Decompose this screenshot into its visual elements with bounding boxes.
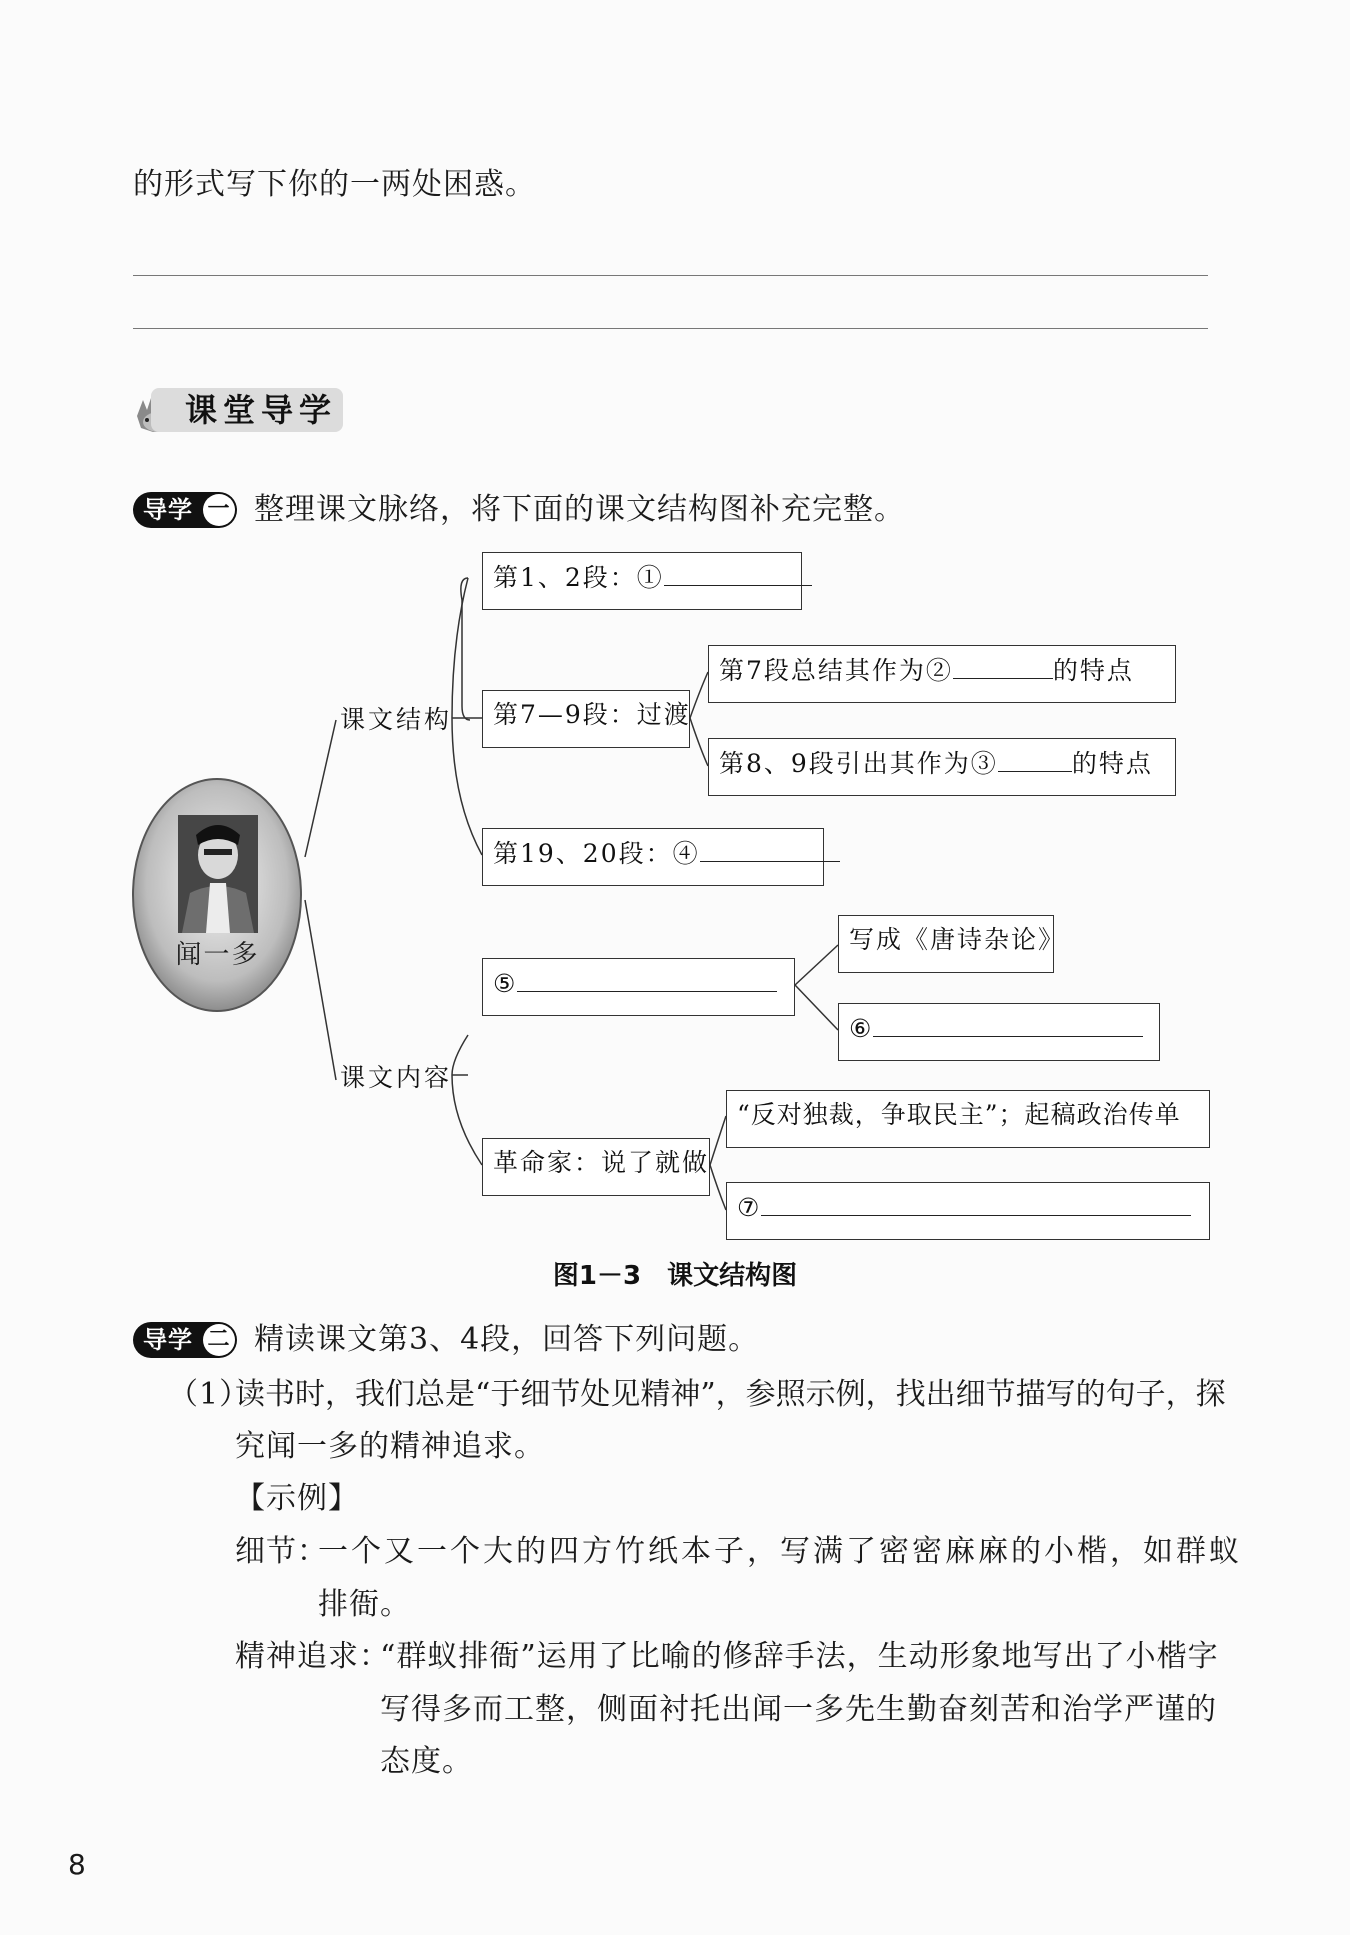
node-c1b-text: ⑥	[849, 1014, 874, 1043]
spirit-label: 精神追求：	[235, 1639, 390, 1674]
node-s2b-post: 的特点	[1071, 749, 1153, 778]
node-c2a-text: “反对独裁，争取民主”；起稿政治传单	[737, 1100, 1181, 1129]
node-s3-text: 第19、20段：④	[493, 839, 700, 868]
node-c1b	[838, 1003, 1160, 1061]
portrait-frame-icon	[130, 775, 305, 1015]
guide-badge-label: 导学	[143, 496, 193, 524]
figure-caption: 图1－3 课文结构图	[552, 1261, 798, 1291]
spirit-line-2: 写得多而工整，侧面衬托出闻一多先生勤奋刻苦和治学严谨的	[380, 1692, 1217, 1727]
node-s2	[482, 690, 690, 748]
blank-1[interactable]	[664, 563, 812, 586]
spirit-line-3: 态度。	[380, 1744, 473, 1779]
blank-2[interactable]	[953, 656, 1053, 679]
blank-7[interactable]	[761, 1193, 1191, 1216]
guide-badge-number: 二	[203, 1324, 235, 1356]
node-c1a	[838, 915, 1066, 973]
node-c1a-text: 写成《唐诗杂论》	[849, 925, 1066, 954]
node-s1-text: 第1、2段：①	[493, 563, 664, 592]
detail-line-1: 一个又一个大的四方竹纸本子，写满了密密麻麻的小楷，如群蚁	[318, 1534, 1242, 1569]
node-c2	[482, 1138, 710, 1196]
branch-structure-label: 课文结构	[340, 705, 453, 734]
node-s2b	[708, 738, 1176, 796]
blank-4[interactable]	[700, 839, 840, 862]
detail-line-2: 排衙。	[318, 1587, 411, 1622]
page-number: 8	[68, 1848, 86, 1881]
branch-content-label: 课文内容	[340, 1063, 453, 1092]
q1-line-2: 究闻一多的精神追求。	[235, 1429, 545, 1464]
blank-3[interactable]	[998, 749, 1072, 772]
detail-label: 细节：	[235, 1534, 328, 1569]
blank-5[interactable]	[517, 969, 777, 992]
guide-badge-label: 导学	[143, 1326, 193, 1354]
node-s2b-pre: 第8、9段引出其作为③	[719, 749, 998, 778]
blank-6[interactable]	[873, 1014, 1143, 1037]
node-s3	[482, 828, 824, 886]
node-c2b-text: ⑦	[737, 1193, 762, 1222]
guide2-instruction: 精读课文第3、4段，回答下列问题。	[254, 1322, 760, 1357]
root-label: 闻一多	[175, 940, 260, 970]
section-title: 课堂导学	[185, 391, 338, 429]
guide-badge-2	[133, 1322, 237, 1358]
q1-number: （1）	[168, 1377, 251, 1412]
spirit-line-1: “群蚁排衙”运用了比喻的修辞手法，生动形象地写出了小楷字	[380, 1639, 1219, 1674]
node-s2a-post: 的特点	[1052, 656, 1134, 685]
node-c2-text: 革命家：说了就做	[493, 1148, 710, 1177]
node-c2a	[726, 1090, 1210, 1148]
node-c1-text: ⑤	[493, 969, 518, 998]
q1-line-1: 读书时，我们总是“于细节处见精神”，参照示例，找出细节描写的句子，探	[235, 1377, 1226, 1412]
example-tag: 【示例】	[235, 1481, 359, 1516]
node-s2a	[708, 645, 1176, 703]
node-s1	[482, 552, 802, 610]
node-c1	[482, 958, 795, 1016]
author-portrait-medallion	[130, 775, 305, 1015]
intro-line: 的形式写下你的一两处困惑。	[133, 167, 536, 202]
node-c2b	[726, 1182, 1210, 1240]
node-s2a-pre: 第7段总结其作为②	[719, 656, 953, 685]
guide-badge-number: 一	[203, 494, 235, 526]
node-s2-text: 第7—9段：过渡	[493, 700, 691, 729]
guide1-instruction: 整理课文脉络，将下面的课文结构图补充完整。	[254, 492, 905, 527]
